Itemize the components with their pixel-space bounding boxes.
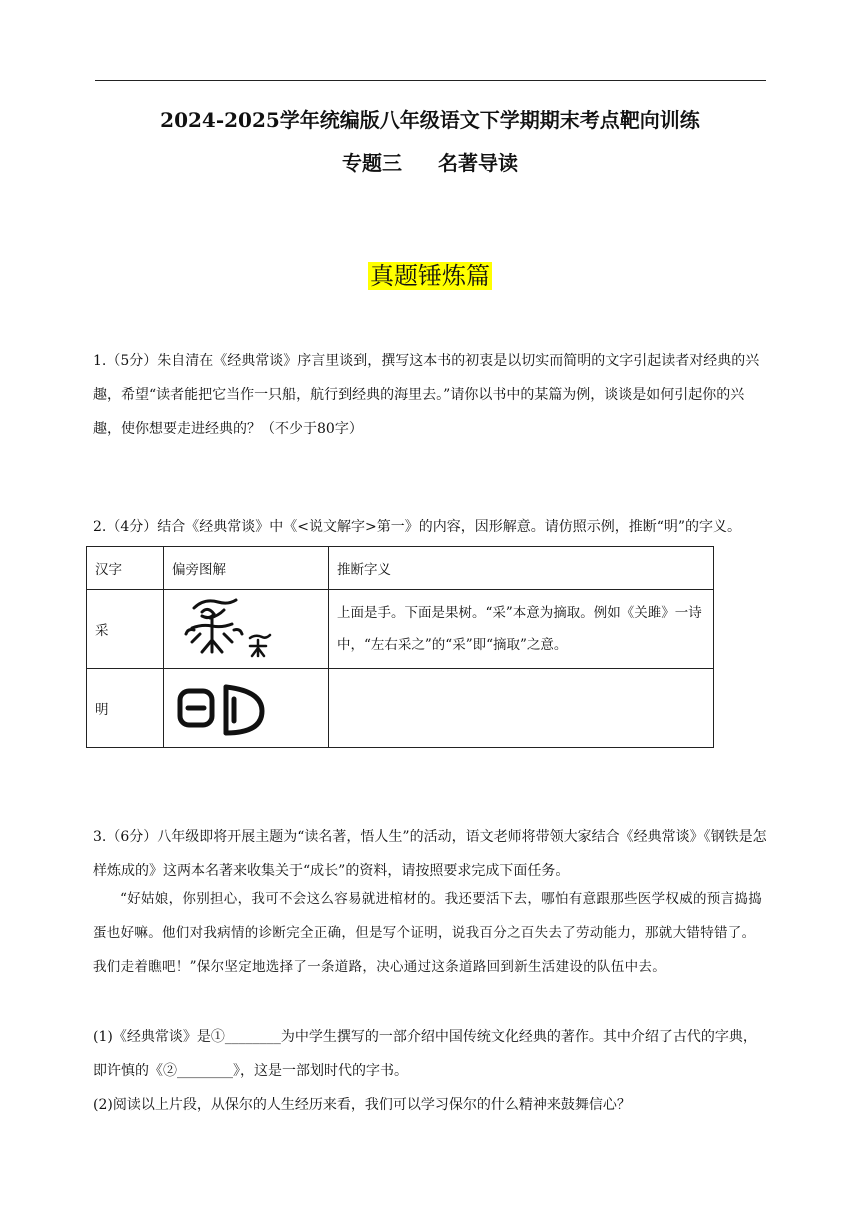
table-row (87, 590, 714, 669)
question-3-sub-1: (1)《经典常谈》是①________为中学生撰写的一部介绍中国传统文化经典的著作。其中介绍了古代的字典，即许慎的《②________》，这是一部划时代的字书。 (93, 1029, 757, 1079)
table-cell-meaning-answer[interactable] (329, 669, 714, 748)
table-cell-char: 明 (87, 669, 164, 748)
document-subtitle (0, 147, 860, 176)
question-2: 2.（4分）结合《经典常谈》中《<说文解字>第一》的内容，因形解意。请仿照示例，推断“明”的字义。 (93, 519, 742, 535)
section-banner (0, 256, 860, 291)
table-row (87, 669, 714, 748)
table-header-cell: 汉字 (87, 547, 164, 590)
question-3-sub-2: (2)阅读以上片段，从保尔的人生经历来看，我们可以学习保尔的什么精神来鼓舞信心？ (93, 1097, 631, 1113)
question-3: 3.（6分）八年级即将开展主题为“读名著，悟人生”的活动，语文老师将带领大家结合《经典常谈》《钢铁是怎样炼成的》这两本名著来收集关于“成长”的资料，请按照要求完成下面任务。 (93, 829, 767, 879)
question-3-quote: “好姑娘，你别担心，我可不会这么容易就进棺材的。我还要活下去，哪怕有意跟那些医学权威的预言捣捣蛋也好嘛。他们对我病情的诊断完全正确，但是写个证明，说我百分之百失去了劳动能力，那就大错特错了。我们走着瞧吧！”保尔坚定地选择了一条道路，决心通过这条道路回到新生活建设的队伍中去。 (93, 891, 762, 975)
topic-number: 专题三 (342, 151, 402, 175)
header-rule (95, 80, 766, 81)
table-cell-meaning: 上面是手。下面是果树。“采”本意为摘取。例如《关雎》一诗中，“左右采之”的“采”即“摘取”之意。 (329, 590, 714, 669)
table-header-row (87, 547, 714, 590)
character-table (86, 546, 714, 748)
cai-ancient-glyph-image (172, 594, 282, 664)
section-banner-text: 真题锤炼篇 (370, 262, 490, 290)
table-cell-char: 采 (87, 590, 164, 669)
table-header-cell: 推断字义 (329, 547, 714, 590)
table-cell-glyph (164, 669, 329, 748)
table-cell-glyph (164, 590, 329, 669)
ming-ancient-glyph-image (172, 673, 282, 743)
document-title: 2024-2025学年统编版八年级语文下学期期末考点靶向训练 (160, 108, 700, 132)
table-header-cell: 偏旁图解 (164, 547, 329, 590)
topic-name: 名著导读 (438, 151, 518, 175)
question-1: 1.（5分）朱自清在《经典常谈》序言里谈到，撰写这本书的初衷是以切实而简明的文字引起读者对经典的兴趣，希望“读者能把它当作一只船，航行到经典的海里去。”请你以书中的某篇为例，谈谈是如何引起你的兴趣，使你想要走进经典的？（不少于80字） (93, 353, 760, 437)
